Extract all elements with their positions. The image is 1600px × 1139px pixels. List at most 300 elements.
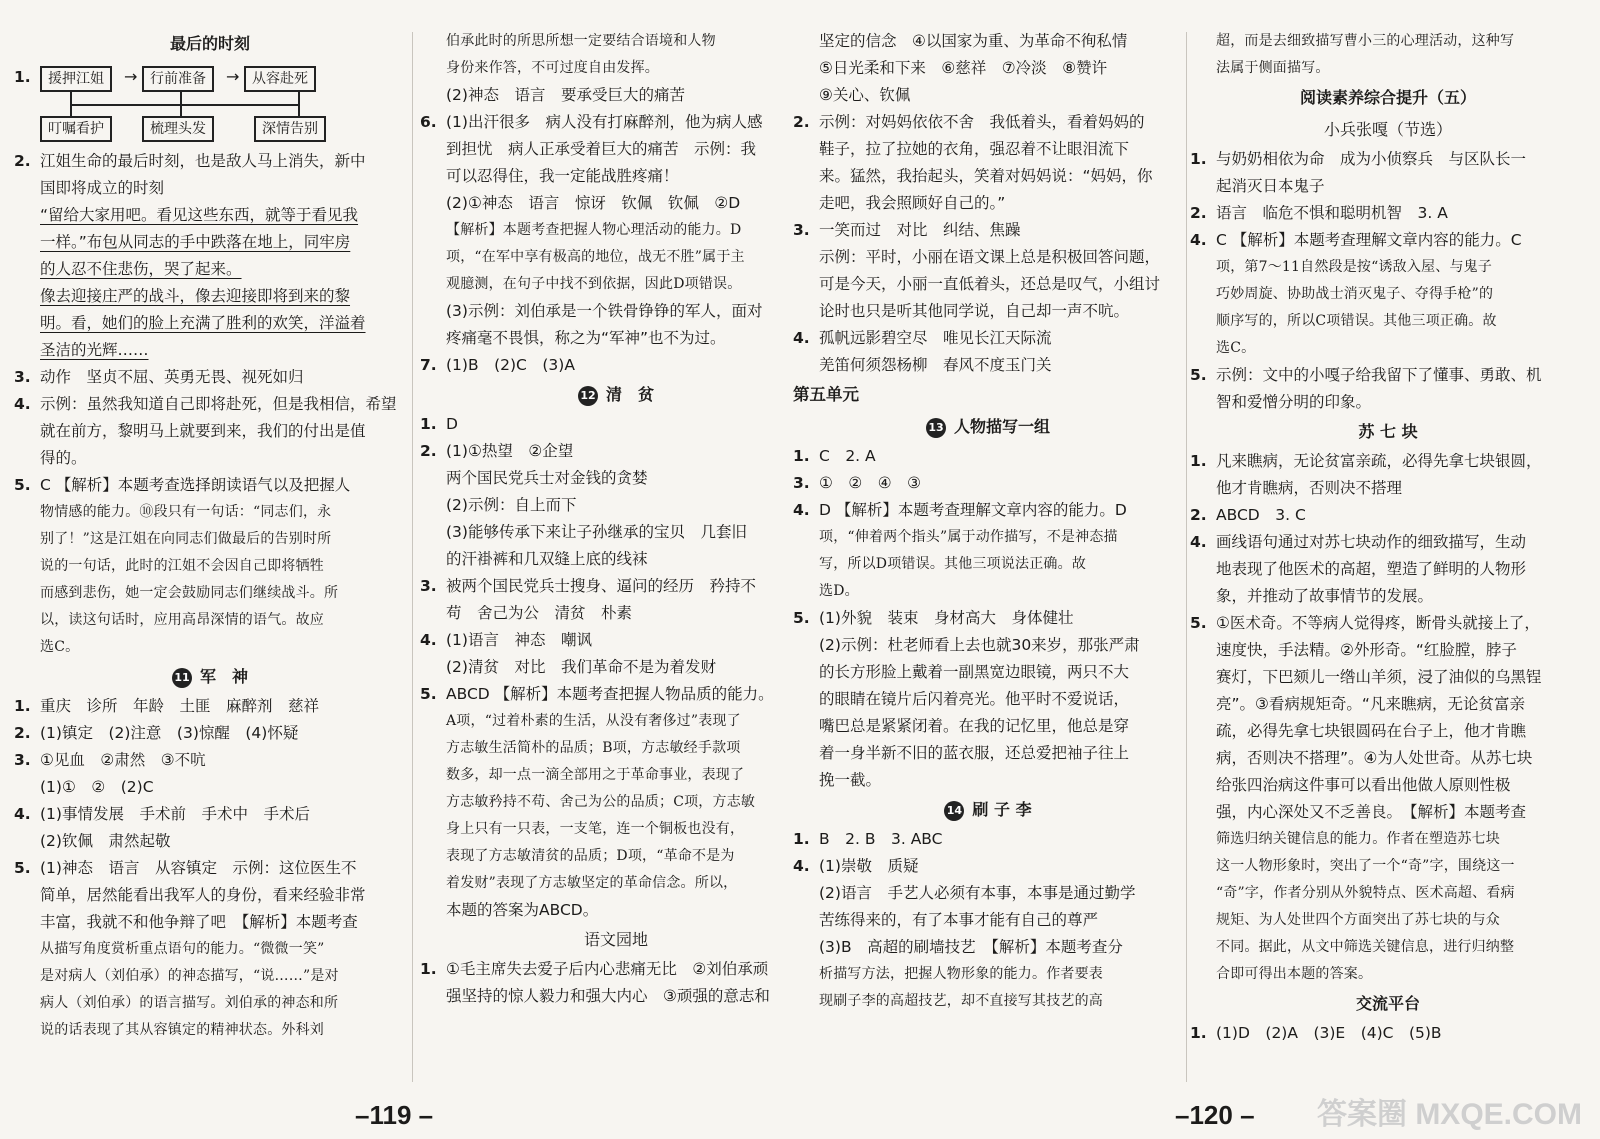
answer-line xyxy=(420,654,812,681)
column-2 xyxy=(420,28,812,1088)
answer-line xyxy=(793,352,1183,379)
answer-text: (2)钦佩 肃然起敬 xyxy=(40,832,171,850)
answer-text: (1)事情发展 手术前 手术中 手术后 xyxy=(40,805,310,823)
answer-text: 选C。 xyxy=(1216,340,1256,356)
answer-line xyxy=(14,418,406,445)
answer-line xyxy=(420,492,812,519)
answer-text: 项，“在军中享有极高的地位，战无不胜”属于主 xyxy=(446,249,745,265)
answer-text: 选D。 xyxy=(819,583,859,599)
answer-lines xyxy=(793,443,1183,794)
answer-text: 数多，却一点一滴全部用之于革命事业，表现了 xyxy=(446,767,745,783)
answer-text: 【解析】本题考查把握人物心理活动的能力。D xyxy=(446,222,742,238)
answer-text: 来。猛然，我抬起头，笑着对妈妈说：“妈妈，你 xyxy=(819,167,1153,185)
section-title-junshen: 11 军 神 xyxy=(14,661,406,693)
answer-text: (2)①神态 语言 惊讶 钦佩 钦佩 ②D xyxy=(446,194,741,212)
answer-text: 地表现了他医术的高超，塑造了鲜明的人物形 xyxy=(1216,560,1527,578)
answer-line xyxy=(1190,799,1586,826)
column-4 xyxy=(1190,28,1586,1088)
answer-line xyxy=(793,443,1183,470)
answer-text: 病人（刘伯承）的语言描写。刘伯承的神态和所 xyxy=(40,995,339,1011)
answer-text: 合即可得出本题的答案。 xyxy=(1216,966,1373,982)
question-number: 7. xyxy=(420,356,437,374)
answer-text: (2)示例：自上而下 xyxy=(446,496,577,514)
answer-text: 示例：平时，小丽在语文课上总是积极回答问题， xyxy=(819,248,1161,266)
answer-line xyxy=(1190,335,1586,362)
answer-line xyxy=(14,882,406,909)
answer-text: 强坚持的惊人毅力和强大内心 ③顽强的意志和 xyxy=(446,987,770,1005)
answer-text: (1)D (2)A (3)E (4)C (5)B xyxy=(1216,1024,1442,1042)
answer-text: (1)崇敬 质疑 xyxy=(819,857,919,875)
answer-text: 项，“伸着两个指头”属于动作描写，不是神态描 xyxy=(819,529,1118,545)
answer-line xyxy=(1190,389,1586,416)
answer-line xyxy=(14,364,406,391)
answer-text: ⑨关心、钦佩 xyxy=(819,86,911,104)
flow-box-6: 深情告别 xyxy=(254,116,326,142)
answer-line xyxy=(1190,55,1586,82)
answer-line xyxy=(420,136,812,163)
answer-text: 伯承此时的所思所想一定要结合语境和人物 xyxy=(446,33,716,49)
answer-text: 析描写方法，把握人物形象的能力。作者要表 xyxy=(819,966,1103,982)
answer-line xyxy=(420,897,812,924)
answer-lines xyxy=(1190,448,1586,988)
answer-text: 可以忍得住，我一定能战胜疼痛！ xyxy=(446,167,679,185)
answer-lines xyxy=(1190,1020,1586,1047)
answer-line xyxy=(1190,28,1586,55)
answer-text: 就在前方，黎明马上就要到来，我们的付出是值 xyxy=(40,422,366,440)
answer-text: 智和爱憎分明的印象。 xyxy=(1216,393,1372,411)
answer-line xyxy=(14,310,406,337)
question-number: 4. xyxy=(793,329,810,347)
section-title-jiaoliu: 交流平台 xyxy=(1355,994,1420,1013)
answer-line xyxy=(420,465,812,492)
answer-line xyxy=(1190,664,1586,691)
answer-line xyxy=(420,244,812,271)
answer-text: 苟 舍己为公 清贫 朴素 xyxy=(446,604,633,622)
answer-text: 鞋子，拉了拉她的衣角，强忍着不让眼泪流下 xyxy=(819,140,1130,158)
answer-line xyxy=(420,956,812,983)
answer-text: 身上只有一只表，一支笔，连一个铜板也没有， xyxy=(446,821,745,837)
answer-text: 两个国民党兵士对金钱的贪婪 xyxy=(446,469,648,487)
answer-text: 一样。”布包从同志的手中跌落在地上，同牢房 xyxy=(40,233,351,251)
answer-text: ① ② ④ ③ xyxy=(819,474,922,492)
answer-text: 赛灯，下巴颏儿一绺山羊须，浸了油似的乌黑锃 xyxy=(1216,668,1542,686)
section-title-yuwen-yuandi: 语文园地 xyxy=(583,930,648,949)
answer-text: 法属于侧面描写。 xyxy=(1216,60,1330,76)
connector-line xyxy=(70,92,72,116)
answer-line xyxy=(420,28,812,55)
answer-line xyxy=(14,175,406,202)
answer-line xyxy=(793,298,1183,325)
answer-line xyxy=(793,713,1183,740)
section-title-shuazili: 14 刷 子 李 xyxy=(793,794,1183,826)
answer-text: 着发财”表现了方志敏坚定的革命信念。所以， xyxy=(446,875,738,891)
answer-line xyxy=(14,936,406,963)
answer-lines xyxy=(420,28,812,379)
answer-text: ①见血 ②肃然 ③不吭 xyxy=(40,751,206,769)
answer-text: (3)能够传承下来让子孙继承的宝贝 几套旧 xyxy=(446,523,747,541)
answer-text: C 【解析】本题考查选择朗读语气以及把握人 xyxy=(40,476,351,494)
answer-text: (1)出汗很多 病人没有打麻醉剂，他为病人感 xyxy=(446,113,763,131)
answer-text: 筛选归纳关键信息的能力。作者在塑造苏七块 xyxy=(1216,831,1500,847)
answer-line xyxy=(420,82,812,109)
answer-line xyxy=(14,526,406,553)
answer-text: 方志敏矜持不苟、舍己为公的品质；C项，方志敏 xyxy=(446,794,756,810)
answer-text: 像去迎接庄严的战斗，像去迎接即将到来的黎 xyxy=(40,287,351,305)
column-3 xyxy=(793,28,1183,1088)
connector-line xyxy=(180,92,182,116)
answer-text: 给张四治病这件事可以看出他做人原则性极 xyxy=(1216,776,1511,794)
question-number: 4. xyxy=(14,395,31,413)
answer-line xyxy=(420,789,812,816)
answer-text: 本题的答案为ABCD。 xyxy=(446,901,599,919)
answer-text: 苦练得来的，有了本事才能有自己的尊严 xyxy=(819,911,1099,929)
answer-line xyxy=(420,708,812,735)
answer-lines xyxy=(420,956,812,1010)
answer-text: (2)神态 语言 要承受巨大的痛苦 xyxy=(446,86,685,104)
answer-text: 走吧，我会照顾好自己的。” xyxy=(819,194,1006,212)
answer-text: (1)① ② (2)C xyxy=(40,778,154,796)
answer-text: (3)示例：刘伯承是一个铁骨铮铮的军人，面对 xyxy=(446,302,763,320)
answer-text: 巧妙周旋、协助战士消灭鬼子、夺得手枪”的 xyxy=(1216,286,1494,302)
column-1 xyxy=(14,28,406,1088)
answer-line xyxy=(793,271,1183,298)
question-number: 2. xyxy=(14,724,31,742)
answer-text: 可是今天，小丽一直低着头，还总是叹气，小组讨 xyxy=(819,275,1161,293)
answer-lines xyxy=(14,148,406,661)
answer-line xyxy=(14,774,406,801)
answer-line xyxy=(14,472,406,499)
answer-line xyxy=(793,686,1183,713)
answer-line xyxy=(420,983,812,1010)
answer-text: 疼痛毫不畏惧，称之为“军神”也不为过。 xyxy=(446,329,726,347)
answer-line xyxy=(1190,281,1586,308)
answer-line xyxy=(793,961,1183,988)
answer-text: 项，第7～11自然段是按“诱敌入屋、与鬼子 xyxy=(1216,259,1493,275)
answer-line xyxy=(1190,880,1586,907)
question-number: 3. xyxy=(793,221,810,239)
section-title-qingpin: 12 清 贫 xyxy=(420,379,812,411)
question-number: 1. xyxy=(1190,1024,1207,1042)
answer-text: 一笑而过 对比 纠结、焦躁 xyxy=(819,221,1021,239)
answer-line xyxy=(793,578,1183,605)
answer-text: “奇”字，作者分别从外貌特点、医术高超、看病 xyxy=(1216,885,1515,901)
answer-text: 丰富，我就不和他争辩了吧 【解析】本题考查 xyxy=(40,913,358,931)
answer-lines xyxy=(793,826,1183,1015)
answer-text: (2)语言 手艺人必须有本事，本事是通过勤学 xyxy=(819,884,1136,902)
section-subtitle: 小兵张嘎（节选） xyxy=(1323,120,1452,139)
answer-line xyxy=(14,634,406,661)
answer-line xyxy=(14,855,406,882)
answer-text: (2)清贫 对比 我们革命不是为着发财 xyxy=(446,658,716,676)
answer-line xyxy=(14,580,406,607)
flow-box-1: 援押江姐 xyxy=(40,66,112,92)
answer-line xyxy=(793,217,1183,244)
answer-line xyxy=(1190,362,1586,389)
answer-text: 他才肯瞧病，否则决不搭理 xyxy=(1216,479,1403,497)
question-number: 6. xyxy=(420,113,437,131)
answer-text: A项，“过着朴素的生活，从没有奢侈过”表现了 xyxy=(446,713,741,729)
lesson-number-badge: 11 xyxy=(172,668,192,688)
question-number: 5. xyxy=(420,685,437,703)
answer-line xyxy=(14,607,406,634)
answer-text: (2)示例：杜老师看上去也就30来岁，那张严肃 xyxy=(819,636,1140,654)
answer-line xyxy=(14,747,406,774)
answer-text: ABCD 【解析】本题考查把握人物品质的能力。 xyxy=(446,685,774,703)
watermark-logo: 答案圈 MXQE.COM xyxy=(1316,1098,1582,1131)
question-number: 2. xyxy=(1190,204,1207,222)
answer-line xyxy=(793,325,1183,352)
answer-line xyxy=(14,801,406,828)
question-number: 3. xyxy=(14,751,31,769)
answer-text: ⑤日光柔和下来 ⑥慈祥 ⑦冷淡 ⑧赞许 xyxy=(819,59,1108,77)
answer-line xyxy=(420,298,812,325)
question-number: 1. xyxy=(420,415,437,433)
answer-line xyxy=(14,1017,406,1044)
lesson-number-badge: 14 xyxy=(944,801,964,821)
flow-diagram xyxy=(14,64,406,144)
answer-text: 国即将成立的时刻 xyxy=(40,179,165,197)
flow-box-2: 行前准备 xyxy=(142,66,214,92)
answer-text: 速度快，手法精。②外形奇。“红脸膛，脖子 xyxy=(1216,641,1517,659)
answer-line xyxy=(14,693,406,720)
answer-line xyxy=(1190,1020,1586,1047)
answer-line xyxy=(14,256,406,283)
answer-line xyxy=(793,605,1183,632)
answer-text: 不同。据此，从文中筛选关键信息，进行归纳整 xyxy=(1216,939,1515,955)
answer-text: (1)神态 语言 从容镇定 示例：这位医生不 xyxy=(40,859,357,877)
answer-line xyxy=(1190,961,1586,988)
answer-line xyxy=(14,445,406,472)
answer-line xyxy=(14,990,406,1017)
answer-text: 圣洁的光辉…… xyxy=(40,341,149,359)
answer-text: 规矩、为人处世四个方面突出了苏七块的与众 xyxy=(1216,912,1500,928)
answer-text: 明。看，她们的脸上充满了胜利的欢笑，洋溢着 xyxy=(40,314,366,332)
answer-line xyxy=(420,271,812,298)
answer-text: 语言 临危不惧和聪明机智 3. A xyxy=(1216,204,1448,222)
answer-text: 着一身半新不旧的蓝衣服，还总爱把袖子往上 xyxy=(819,744,1130,762)
answer-text: 亮”。③看病规矩奇。“凡来瞧病，无论贫富亲 xyxy=(1216,695,1525,713)
answer-line xyxy=(1190,826,1586,853)
answer-text: 到担忧 病人正承受着巨大的痛苦 示例：我 xyxy=(446,140,757,158)
question-number: 1. xyxy=(793,447,810,465)
answer-line xyxy=(1190,745,1586,772)
answer-line xyxy=(1190,907,1586,934)
answer-line xyxy=(1190,583,1586,610)
answer-text: 强，内心深处又不乏善良。 【解析】本题考查 xyxy=(1216,803,1527,821)
answer-text: “留给大家用吧。看见这些东西，就等于看见我 xyxy=(40,206,359,224)
answer-line xyxy=(793,988,1183,1015)
answer-line xyxy=(420,109,812,136)
question-number: 4. xyxy=(793,501,810,519)
answer-line xyxy=(14,391,406,418)
answer-text: 的人忍不住悲伤，哭了起来。 xyxy=(40,260,242,278)
answer-line xyxy=(420,546,812,573)
question-number: 2. xyxy=(793,113,810,131)
answer-line xyxy=(420,843,812,870)
answer-text: 别了！”这是江姐在向同志们做最后的告别时所 xyxy=(40,531,332,547)
answer-line xyxy=(793,853,1183,880)
answer-line xyxy=(793,767,1183,794)
answer-line xyxy=(420,600,812,627)
answer-text: 疏，必得先拿七块银圆码在台子上，他才肯瞧 xyxy=(1216,722,1527,740)
answer-line xyxy=(14,499,406,526)
answer-line xyxy=(1190,934,1586,961)
answer-text: 简单，居然能看出我军人的身份，看来经验非常 xyxy=(40,886,366,904)
question-number: 1. xyxy=(793,830,810,848)
answer-line xyxy=(793,740,1183,767)
question-number: 2. xyxy=(14,152,31,170)
answer-text: 动作 坚贞不屈、英勇无畏、视死如归 xyxy=(40,368,304,386)
answer-line xyxy=(420,55,812,82)
answer-line xyxy=(1190,556,1586,583)
answer-text: 的眼睛在镜片后闪着亮光。他平时不爱说话， xyxy=(819,690,1130,708)
answer-line xyxy=(14,283,406,310)
q1-number: 1. xyxy=(14,68,31,86)
answer-line xyxy=(14,202,406,229)
answer-text: 凡来瞧病，无论贫富亲疏，必得先拿七块银圆， xyxy=(1216,452,1542,470)
answer-text: 说的话表现了其从容镇定的精神状态。外科刘 xyxy=(40,1022,324,1038)
question-number: 5. xyxy=(1190,614,1207,632)
page-number-left: –119 – xyxy=(355,1100,434,1130)
answer-text: ABCD 3. C xyxy=(1216,506,1306,524)
answer-line xyxy=(420,870,812,897)
answer-line xyxy=(420,735,812,762)
answer-text: 超，而是去细致描写曹小三的心理活动，这种写 xyxy=(1216,33,1515,49)
answer-line xyxy=(14,337,406,364)
section-title-last-moment: 最后的时刻 xyxy=(169,34,250,53)
question-number: 3. xyxy=(793,474,810,492)
answer-line xyxy=(793,136,1183,163)
answer-line xyxy=(793,907,1183,934)
answer-text: (1)①热望 ②企望 xyxy=(446,442,574,460)
answer-text: 说的一句话，此时的江姐不会因自己即将牺牲 xyxy=(40,558,324,574)
answer-line xyxy=(1190,254,1586,281)
page-number-right: –120 – xyxy=(1175,1100,1255,1130)
answer-line xyxy=(14,229,406,256)
answer-text: 顺序写的，所以C项错误。其他三项正确。故 xyxy=(1216,313,1497,329)
answer-text: (3)B 高超的刷墙技艺 【解析】本题考查分 xyxy=(819,938,1123,956)
flow-box-4: 叮嘱看护 xyxy=(40,116,112,142)
answer-line xyxy=(420,217,812,244)
answer-text: B 2. B 3. ABC xyxy=(819,830,943,848)
question-number: 2. xyxy=(420,442,437,460)
answer-line xyxy=(793,826,1183,853)
answer-line xyxy=(793,934,1183,961)
answer-text: 现刷子李的高超技艺，却不直接写其技艺的高 xyxy=(819,993,1103,1009)
question-number: 3. xyxy=(14,368,31,386)
answer-text: (1)镇定 (2)注意 (3)惊醒 (4)怀疑 xyxy=(40,724,299,742)
answer-line xyxy=(793,28,1183,55)
answer-line xyxy=(1190,853,1586,880)
answer-line xyxy=(793,551,1183,578)
answer-line xyxy=(14,720,406,747)
question-number: 4. xyxy=(1190,231,1207,249)
answer-lines xyxy=(14,693,406,1044)
answer-text: 观臆测，在句子中找不到依据，因此D项错误。 xyxy=(446,276,742,292)
question-number: 3. xyxy=(420,577,437,595)
answer-text: 得的。 xyxy=(40,449,87,467)
answer-text: 示例：虽然我知道自己即将赴死，但是我相信，希望 xyxy=(40,395,397,413)
answer-line xyxy=(793,55,1183,82)
section-title-reading: 阅读素养综合提升（五） xyxy=(1299,88,1476,107)
answer-line xyxy=(1190,308,1586,335)
answer-text: ①毛主席失去爱子后内心悲痛无比 ②刘伯承顽 xyxy=(446,960,769,978)
answer-line xyxy=(1190,227,1586,254)
question-number: 1. xyxy=(420,960,437,978)
answer-text: D 【解析】本题考查理解文章内容的能力。D xyxy=(819,501,1127,519)
answer-line xyxy=(14,828,406,855)
answer-line xyxy=(14,963,406,990)
flow-box-3: 从容赴死 xyxy=(244,66,316,92)
answer-line xyxy=(793,632,1183,659)
answer-line xyxy=(793,109,1183,136)
connector-line xyxy=(298,92,300,116)
answer-lines xyxy=(1190,28,1586,82)
answer-text: 写，所以D项错误。其他三项说法正确。故 xyxy=(819,556,1087,572)
answer-line xyxy=(1190,448,1586,475)
answer-lines xyxy=(420,411,812,924)
answer-text: 被两个国民党兵士搜身、逼问的经历 矜持不 xyxy=(446,577,757,595)
column-divider-1 xyxy=(412,32,413,1082)
answer-text: 画线语句通过对苏七块动作的细致描写，生动 xyxy=(1216,533,1527,551)
answer-text: 嘴巴总是紧紧闭着。在我的记忆里，他总是穿 xyxy=(819,717,1130,735)
answer-line xyxy=(420,325,812,352)
arrow-right-icon: → xyxy=(226,67,240,86)
answer-text: D xyxy=(446,415,458,433)
answer-text: 而感到悲伤，她一定会鼓励同志们继续战斗。所 xyxy=(40,585,339,601)
answer-line xyxy=(420,163,812,190)
column-divider-3 xyxy=(1186,32,1187,1082)
answer-line xyxy=(1190,529,1586,556)
answer-line xyxy=(420,762,812,789)
answer-text: 的长方形脸上戴着一副黑宽边眼镜，两只不大 xyxy=(819,663,1130,681)
section-title-renwu: 13 人物描写一组 xyxy=(793,411,1183,443)
section-title-suqikuai: 苏 七 块 xyxy=(1358,422,1418,441)
answer-line xyxy=(420,519,812,546)
answer-line xyxy=(1190,173,1586,200)
answer-text: 以，读这句话时，应用高昂深情的语气。故应 xyxy=(40,612,324,628)
answer-text: 江姐生命的最后时刻，也是敌人马上消失，新中 xyxy=(40,152,366,170)
unit-title: 第五单元 xyxy=(793,385,859,404)
answer-text: 象，并推动了故事情节的发展。 xyxy=(1216,587,1434,605)
question-number: 5. xyxy=(1190,366,1207,384)
question-number: 4. xyxy=(793,857,810,875)
answer-line xyxy=(420,352,812,379)
answer-text: C 【解析】本题考查理解文章内容的能力。C xyxy=(1216,231,1522,249)
answer-text: (1)语言 神态 嘲讽 xyxy=(446,631,592,649)
answer-text: 病，否则决不搭理”。④为人处世奇。从苏七块 xyxy=(1216,749,1533,767)
answer-text: 物情感的能力。⑩段只有一句话：“同志们，永 xyxy=(40,504,332,520)
answer-line xyxy=(14,148,406,175)
answer-line xyxy=(793,163,1183,190)
answer-text: 坚定的信念 ④以国家为重、为革命不徇私情 xyxy=(819,32,1128,50)
question-number: 5. xyxy=(14,859,31,877)
answer-line xyxy=(793,659,1183,686)
answer-text: 孤帆远影碧空尽 唯见长江天际流 xyxy=(819,329,1052,347)
question-number: 4. xyxy=(1190,533,1207,551)
question-number: 2. xyxy=(1190,506,1207,524)
answer-text: 重庆 诊所 年龄 土匪 麻醉剂 慈祥 xyxy=(40,697,320,715)
answer-line xyxy=(793,880,1183,907)
answer-text: 从描写角度赏析重点语句的能力。“微微一笑” xyxy=(40,941,325,957)
question-number: 5. xyxy=(793,609,810,627)
answer-line xyxy=(1190,718,1586,745)
answer-line xyxy=(1190,502,1586,529)
answer-line xyxy=(420,438,812,465)
answer-text: 羌笛何须怨杨柳 春风不度玉门关 xyxy=(819,356,1052,374)
answer-line xyxy=(420,681,812,708)
lesson-number-badge: 13 xyxy=(926,418,946,438)
